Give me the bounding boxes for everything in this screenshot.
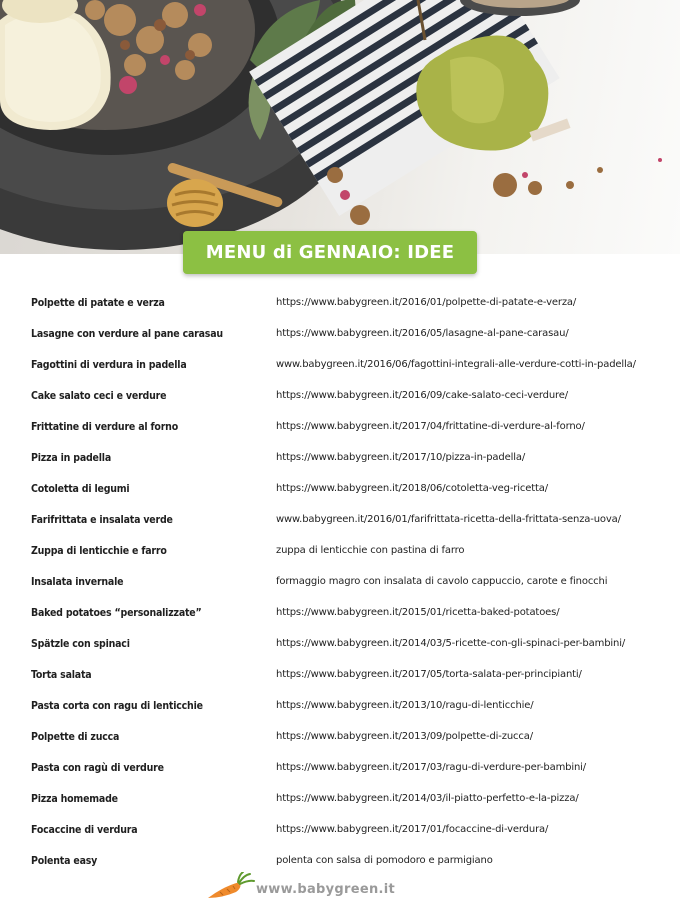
recipe-link[interactable]: https://www.babygreen.it/2016/09/cake-salato-ceci-verdure/ (276, 390, 568, 401)
hero-photo (0, 0, 680, 254)
dish-name: Cotoletta di legumi (31, 482, 130, 495)
menu-row (0, 318, 680, 349)
dish-name: Spätzle con spinaci (31, 637, 130, 650)
dish-name: Polenta easy (31, 854, 98, 867)
recipe-link[interactable]: https://www.babygreen.it/2013/10/ragu-di-lenticchie/ (276, 700, 534, 711)
dish-name: Insalata invernale (31, 575, 124, 588)
recipe-link[interactable]: https://www.babygreen.it/2017/03/ragu-di-verdure-per-bambini/ (276, 762, 587, 773)
recipe-link[interactable]: https://www.babygreen.it/2016/05/lasagne-al-pane-carasau/ (276, 328, 569, 339)
dish-name: Focaccine di verdura (31, 823, 138, 836)
menu-row (0, 535, 680, 566)
recipe-link[interactable]: https://www.babygreen.it/2018/06/cotoletta-veg-ricetta/ (276, 483, 548, 494)
recipe-link[interactable]: https://www.babygreen.it/2017/04/frittatine-di-verdure-al-forno/ (276, 421, 585, 432)
menu-row (0, 380, 680, 411)
dish-name: Polpette di patate e verza (31, 296, 165, 309)
dish-name: Pasta corta con ragu di lenticchie (31, 699, 203, 712)
recipe-link[interactable]: https://www.babygreen.it/2015/01/ricetta-baked-potatoes/ (276, 607, 560, 618)
dish-name: Torta salata (31, 668, 92, 681)
recipe-note: polenta con salsa di pomodoro e parmigiano (276, 855, 493, 866)
recipe-note: formaggio magro con insalata di cavolo cappuccio, carote e finocchi (276, 576, 608, 587)
footer (0, 870, 680, 900)
menu-row (0, 473, 680, 504)
menu-row (0, 566, 680, 597)
menu-row (0, 690, 680, 721)
menu-row (0, 783, 680, 814)
recipe-link[interactable]: https://www.babygreen.it/2017/10/pizza-in-padella/ (276, 452, 526, 463)
recipe-link[interactable]: https://www.babygreen.it/2017/05/torta-salata-per-principianti/ (276, 669, 582, 680)
dish-name: Pasta con ragù di verdure (31, 761, 164, 774)
menu-row (0, 504, 680, 535)
dish-name: Farifrittata e insalata verde (31, 513, 173, 526)
dish-name: Pizza in padella (31, 451, 112, 464)
recipe-link[interactable]: www.babygreen.it/2016/01/farifrittata-ricetta-della-frittata-senza-uova/ (276, 514, 621, 525)
page-title: MENU di GENNAIO: IDEE (205, 242, 455, 263)
recipe-link[interactable]: https://www.babygreen.it/2017/01/focaccine-di-verdura/ (276, 824, 549, 835)
recipe-link[interactable]: https://www.babygreen.it/2016/01/polpette-di-patate-e-verza/ (276, 297, 577, 308)
dish-name: Polpette di zucca (31, 730, 120, 743)
menu-row (0, 721, 680, 752)
menu-row (0, 287, 680, 318)
menu-row (0, 411, 680, 442)
dish-name: Cake salato ceci e verdure (31, 389, 167, 402)
carrot-icon (206, 872, 256, 900)
menu-row (0, 442, 680, 473)
food-photo-illustration (0, 0, 680, 254)
menu-row (0, 752, 680, 783)
menu-row (0, 814, 680, 845)
dish-name: Baked potatoes “personalizzate” (31, 606, 202, 619)
menu-row (0, 628, 680, 659)
recipe-link[interactable]: www.babygreen.it/2016/06/fagottini-integrali-alle-verdure-cotti-in-padella/ (276, 359, 636, 370)
dish-name: Frittatine di verdure al forno (31, 420, 178, 433)
menu-row (0, 597, 680, 628)
recipe-link[interactable]: https://www.babygreen.it/2014/03/il-piatto-perfetto-e-la-pizza/ (276, 793, 579, 804)
dish-name: Zuppa di lenticchie e farro (31, 544, 167, 557)
recipe-link[interactable]: https://www.babygreen.it/2014/03/5-ricette-con-gli-spinaci-per-bambini/ (276, 638, 626, 649)
recipe-link[interactable]: https://www.babygreen.it/2013/09/polpette-di-zucca/ (276, 731, 533, 742)
menu-row (0, 349, 680, 380)
recipe-note: zuppa di lenticchie con pastina di farro (276, 545, 465, 556)
footer-site-url[interactable]: www.babygreen.it (256, 882, 396, 897)
dish-name: Pizza homemade (31, 792, 118, 805)
dish-name: Lasagne con verdure al pane carasau (31, 327, 223, 340)
dish-name: Fagottini di verdura in padella (31, 358, 187, 371)
title-banner (183, 231, 477, 274)
menu-row (0, 659, 680, 690)
